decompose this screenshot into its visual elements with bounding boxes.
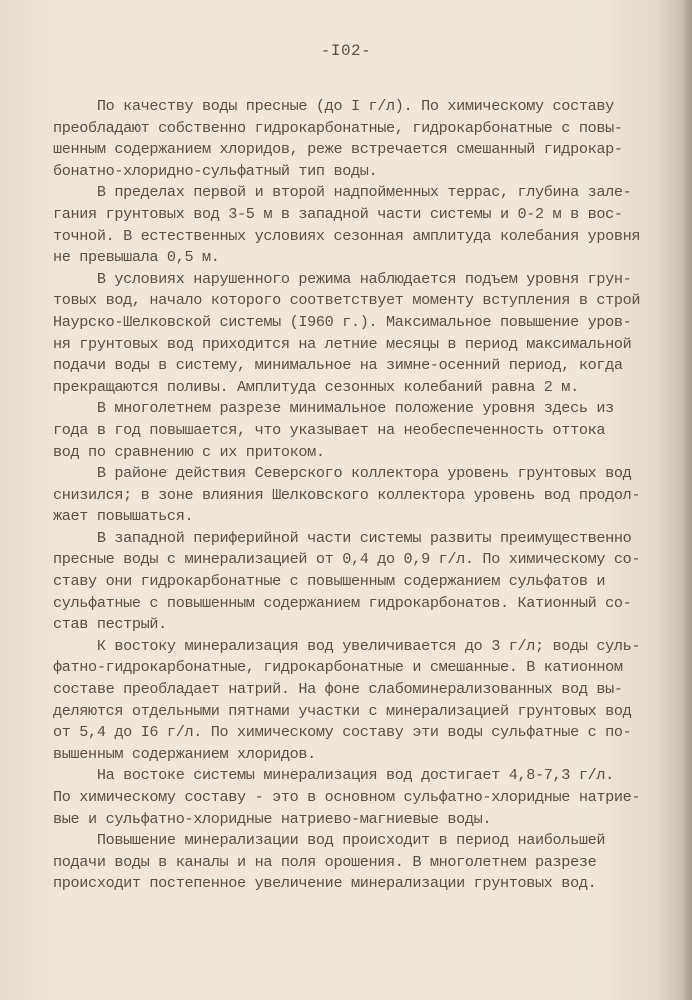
text-line: жает повышаться. (53, 507, 194, 526)
text-line: деляются отдельными пятнами участки с минерализацией грунтовых вод (53, 701, 632, 720)
text-line: подачи воды в систему, минимальное на зимне-осенний период, когда (53, 356, 623, 375)
text-line: В многолетнем разрезе минимальное положение уровня здесь из (53, 399, 614, 418)
text-line: По качеству воды пресные (до I г/л). По химическому составу (53, 97, 614, 115)
text-line: пресные воды с минерализацией от 0,4 до 0,9 г/л. По химическому со- (53, 550, 641, 569)
text-line: не превышала 0,5 м. (53, 248, 220, 267)
text-line: точной. В естественных условиях сезонная амплитуда колебания уровня (53, 226, 641, 245)
text-line: происходит постепенное увеличение минерализации грунтовых вод. (53, 874, 597, 893)
text-line: Повышение минерализации вод происходит в период наибольшей (53, 831, 606, 850)
text-line: прекращаются поливы. Амплитуда сезонных колебаний равна 2 м. (53, 377, 579, 396)
text-line: гания грунтовых вод 3-5 м в западной части системы и 0-2 м в вос- (53, 204, 623, 223)
text-line: В районе действия Северского коллектора уровень грунтовых вод (53, 464, 632, 483)
text-line: Наурско-Шелковской системы (I960 г.). Максимальное повышение уров- (53, 312, 632, 331)
text-line: В западной периферийной части системы развиты преимущественно (53, 528, 632, 547)
body-text (53, 96, 692, 895)
text-line: В условиях нарушенного режима наблюдается подъем уровня грун- (53, 269, 632, 288)
text-line: от 5,4 до I6 г/л. По химическому составу эти воды сульфатные с по- (53, 723, 632, 742)
text-line: составе преобладает натрий. На фоне слабоминерализованных вод вы- (53, 680, 623, 699)
text-line: подачи воды в каналы и на поля орошения. В многолетнем разрезе (53, 852, 597, 871)
text-line: сульфатные с повышенным содержанием гидрокарбонатов. Катионный со- (53, 593, 632, 612)
text-line: ня грунтовых вод приходится на летние месяцы в период максимальной (53, 334, 632, 353)
text-line: товых вод, начало которого соответствует моменту вступления в строй (53, 291, 641, 310)
text-line: шенным содержанием хлоридов, реже встречается смешанный гидрокар- (53, 140, 623, 159)
text-line: По химическому составу - это в основном сульфатно-хлоридные натрие- (53, 788, 641, 806)
text-line: К востоку минерализация вод увеличивается до 3 г/л; воды суль- (53, 636, 641, 655)
text-line: снизился; в зоне влияния Шелковского коллектора уровень вод продол- (53, 485, 641, 504)
text-line: На востоке системы минерализация вод достигает 4,8-7,3 г/л. (53, 766, 614, 785)
text-line: года в год повышается, что указывает на необеспеченность оттока (53, 420, 606, 439)
text-line: вые и сульфатно-хлоридные натриево-магниевые воды. (53, 809, 492, 828)
text-line: вышенным содержанием хлоридов. (53, 744, 316, 763)
text-line: став пестрый. (53, 615, 167, 634)
text-line: бонатно-хлоридно-сульфатный тип воды. (53, 161, 378, 180)
text-line: вод по сравнению с их притоком. (53, 442, 325, 461)
text-line: преобладают собственно гидрокарбонатные, гидрокарбонатные с повы- (53, 118, 623, 137)
page-edge-shadow (682, 0, 692, 1000)
page-number: -I02- (320, 42, 372, 60)
text-line: В пределах первой и второй надпойменных террас, глубина зале- (53, 183, 632, 202)
text-line: ставу они гидрокарбонатные с повышенным содержанием сульфатов и (53, 572, 606, 591)
text-line: фатно-гидрокарбонатные, гидрокарбонатные и смешанные. В катионном (53, 658, 623, 677)
